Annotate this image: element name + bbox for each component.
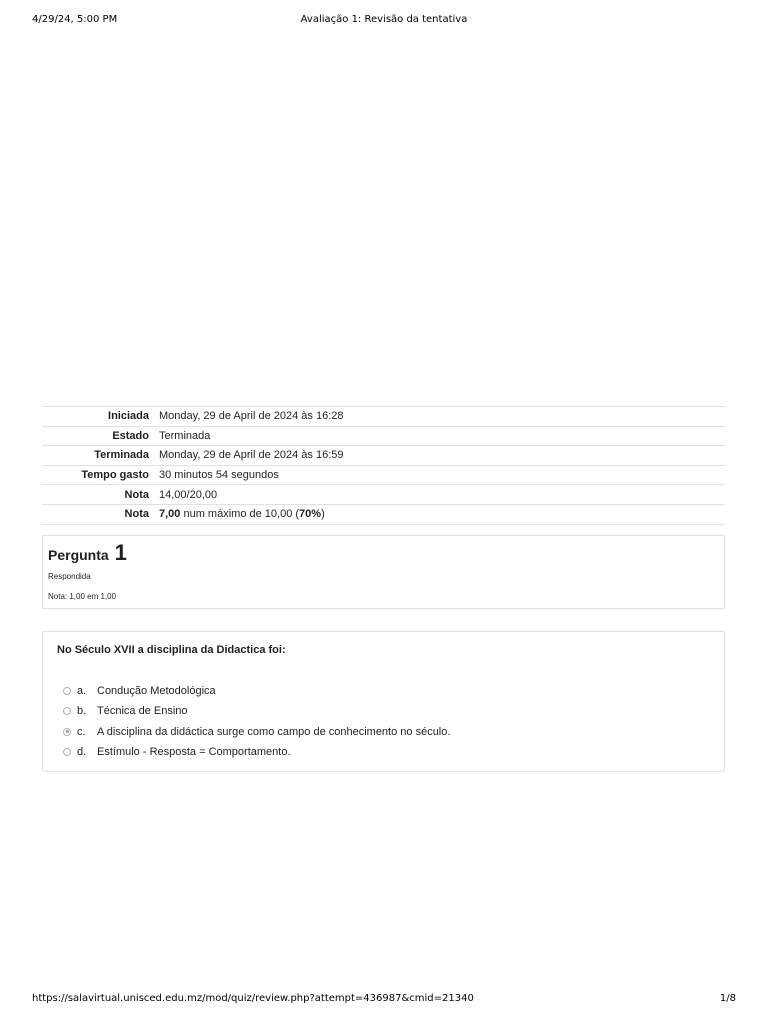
- question-text: No Século XVII a disciplina da Didactica foi:: [57, 644, 286, 656]
- summary-label: Estado: [112, 429, 149, 442]
- print-page-number: 1/8: [719, 993, 736, 1004]
- option-label: A disciplina da didáctica surge como campo de conhecimento no século.: [97, 725, 451, 738]
- attempt-summary-table: [42, 406, 725, 525]
- answer-options: [63, 681, 450, 762]
- question-content-box: [42, 631, 725, 772]
- print-header: [0, 14, 768, 34]
- summary-row: [42, 407, 725, 427]
- summary-value: 14,00/20,00: [159, 488, 218, 501]
- summary-label: Tempo gasto: [81, 469, 149, 482]
- answer-option-b[interactable]: [63, 701, 450, 721]
- grade-percent: 70%: [299, 508, 322, 521]
- summary-value: [153, 504, 725, 524]
- option-letter: a.: [77, 685, 87, 698]
- question-title: [48, 540, 127, 566]
- summary-row: [42, 446, 725, 466]
- answer-option-c[interactable]: [63, 722, 450, 742]
- summary-label: Nota: [124, 488, 149, 501]
- summary-label: Iniciada: [108, 410, 149, 423]
- option-label: Técnica de Ensino: [97, 705, 188, 718]
- summary-row: [42, 465, 725, 485]
- print-footer: [0, 993, 768, 1013]
- summary-row: [42, 485, 725, 505]
- question-heading: Pergunta: [48, 547, 109, 563]
- question-info-box: [42, 535, 725, 609]
- radio-button[interactable]: [63, 748, 71, 756]
- grade-close-paren: ): [321, 508, 325, 521]
- summary-label: Terminada: [94, 449, 149, 462]
- question-number: 1: [114, 540, 127, 565]
- radio-button[interactable]: [63, 707, 71, 715]
- option-label: Condução Metodológica: [97, 685, 216, 698]
- summary-value: Terminada: [159, 429, 211, 442]
- radio-button[interactable]: [63, 687, 71, 695]
- option-letter: b.: [77, 705, 87, 718]
- print-datetime: 4/29/24, 5:00 PM: [32, 14, 118, 25]
- summary-row: [42, 504, 725, 524]
- grade-max-text: num máximo de 10,00 (: [180, 508, 300, 521]
- summary-value: Monday, 29 de April de 2024 às 16:28: [159, 410, 344, 423]
- option-letter: d.: [77, 746, 87, 759]
- summary-row: [42, 426, 725, 446]
- answer-option-a[interactable]: [63, 681, 450, 701]
- question-state: Respondida: [48, 572, 91, 581]
- option-label: Estímulo - Resposta = Comportamento.: [97, 746, 291, 759]
- grade-value: 7,00: [159, 508, 181, 521]
- summary-label: Nota: [124, 508, 149, 521]
- print-page-title: Avaliação 1: Revisão da tentativa: [300, 14, 468, 25]
- summary-value: Monday, 29 de April de 2024 às 16:59: [159, 449, 344, 462]
- answer-option-d[interactable]: [63, 742, 450, 762]
- option-letter: c.: [77, 725, 86, 738]
- question-grade: Nota: 1,00 em 1,00: [48, 592, 117, 601]
- radio-button-selected[interactable]: [63, 728, 71, 736]
- summary-value: 30 minutos 54 segundos: [159, 469, 279, 482]
- print-url: https://salavirtual.unisced.edu.mz/mod/quiz/review.php?attempt=436987&cmid=21340: [32, 993, 474, 1004]
